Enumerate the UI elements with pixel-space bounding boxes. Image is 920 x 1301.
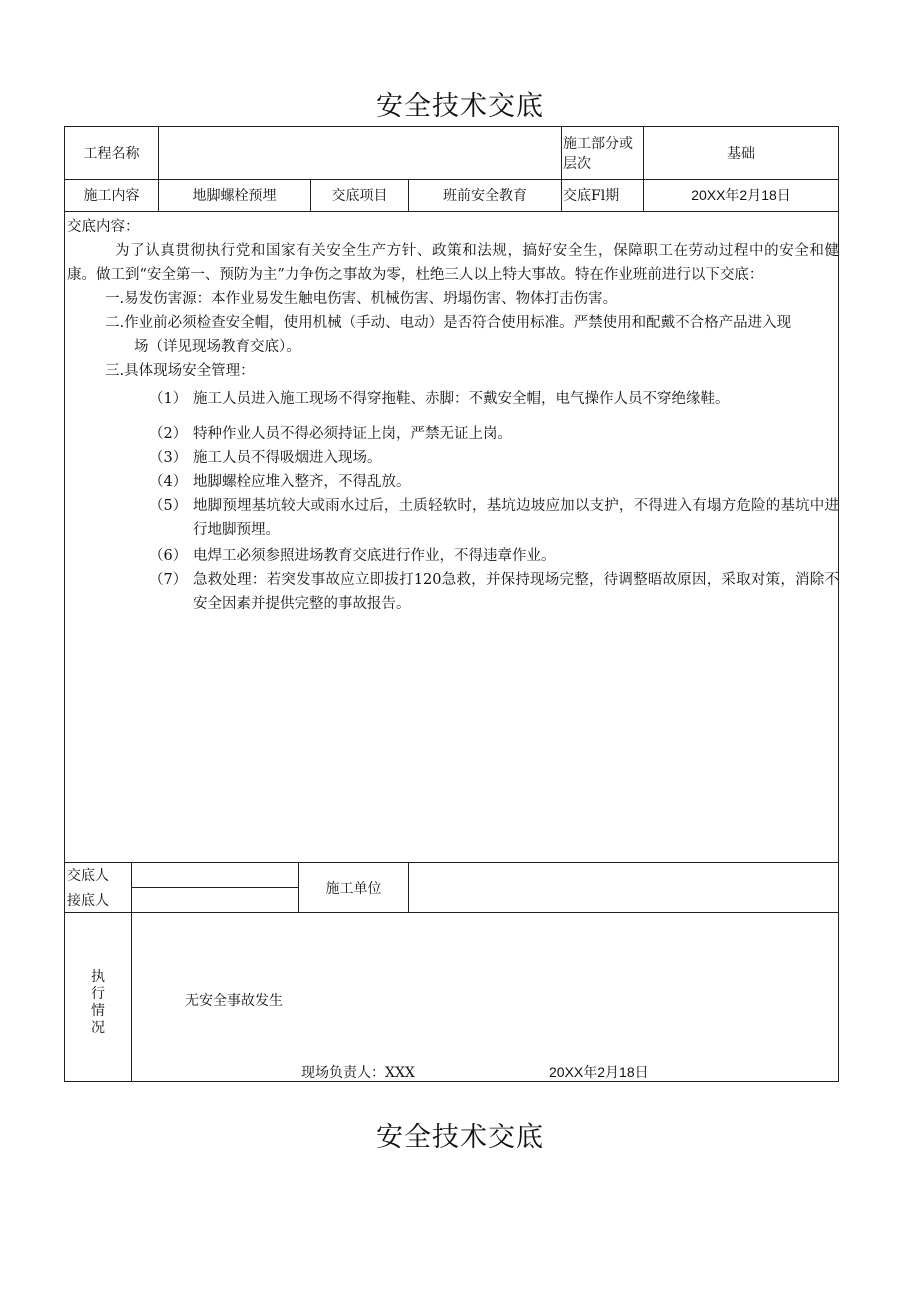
date-label: 交底Fl期 xyxy=(563,188,620,204)
rule-text: 施工人员进入施工现场不得穿拖鞋、赤脚：不戴安全帽，电气操作人员不穿绝缘鞋。 xyxy=(193,391,730,407)
section-label: 施工部分或层次 xyxy=(563,136,633,172)
receiver-label: 接底人 xyxy=(67,893,109,909)
rule-number: （1） xyxy=(149,391,188,407)
rule-text: 电焊工必须参照进场教育交底进行作业，不得违章作业。 xyxy=(193,548,556,564)
execution-date: 20XX年2月18日 xyxy=(549,1064,649,1080)
project-name-label: 工程名称 xyxy=(83,146,140,162)
document-title-repeat: 安全技术交底 xyxy=(376,1122,544,1153)
rule-item xyxy=(67,544,839,568)
rule-text: 施工人员不得吸烟进入现场。 xyxy=(193,450,382,466)
rule-item xyxy=(67,568,839,616)
date-value: 20XX年2月18日 xyxy=(691,187,791,203)
rule-number: （7） xyxy=(149,572,188,588)
construction-unit-label: 施工单位 xyxy=(325,880,382,897)
execution-label-char: 执 xyxy=(91,969,105,985)
execution-label xyxy=(65,969,131,1037)
rule-item xyxy=(67,422,839,446)
content-value: 地脚螺栓预埋 xyxy=(192,188,277,204)
rule-number: （2） xyxy=(149,426,188,442)
content-heading: 交底内容： xyxy=(67,219,140,235)
rule-number: （5） xyxy=(149,498,188,514)
rule-text: 地脚预埋基坑较大或雨水过后，土质轻软时，基坑边坡应加以支护，不得进入有塌方危险的基坑中进行地脚预埋。 xyxy=(193,498,839,538)
disclosure-item-value: 班前安全教育 xyxy=(443,188,527,204)
execution-label-char: 情 xyxy=(91,1003,105,1019)
rule-text: 特种作业人员不得必须持证上岗，严禁无证上岗。 xyxy=(193,426,512,442)
execution-status: 无安全事故发生 xyxy=(185,993,283,1009)
section-hazard-sources: 一.易发伤害源：本作业易发生触电伤害、机械伤害、坍塌伤害、物体打击伤害。 xyxy=(105,291,618,307)
section-site-management: 三.具体现场安全管理： xyxy=(105,363,255,379)
rule-number: （6） xyxy=(149,548,188,564)
disclosure-content xyxy=(67,215,839,616)
project-name-value xyxy=(159,127,561,179)
rule-number: （4） xyxy=(149,474,188,490)
rule-item xyxy=(67,470,839,494)
content-label: 施工内容 xyxy=(83,188,140,204)
intro-paragraph: 为了认真贯彻执行党和国家有关安全生产方针、政策和法规，搞好安全生，保障职工在劳动过程中的安全和健康。做工到“安全第一、预防为主”力争伤之事故为零，杜绝三人以上特大事故。特在作业班前进行以下交底： xyxy=(67,243,839,283)
rule-item xyxy=(67,494,839,542)
rule-number: （3） xyxy=(149,450,188,466)
disclosure-item-label: 交底项目 xyxy=(331,188,388,204)
rule-item xyxy=(67,387,839,411)
execution-label-char: 况 xyxy=(91,1020,105,1036)
section-pre-work-check: 二.作业前必须检查安全帽，使用机械（手动、电动）是否符合使用标准。严禁使用和配戴不合格产品进入现 xyxy=(105,315,792,331)
giver-label: 交底人 xyxy=(67,868,109,884)
disclosure-form xyxy=(64,126,839,1082)
rule-text: 急救处理：若突发事故应立即拔打120急救，并保持现场完整，待调整晤故原因，采取对策，消除不安全因素并提供完整的事故报告。 xyxy=(193,572,839,612)
execution-label-char: 行 xyxy=(91,986,105,1002)
section-pre-work-check-continued: 场（详见现场教育交底）。 xyxy=(134,339,301,355)
section-value: 基础 xyxy=(727,146,755,162)
rule-item xyxy=(67,446,839,470)
site-leader: 现场负责人：XXX xyxy=(301,1065,415,1081)
rule-text: 地脚螺栓应堆入整齐，不得乱放。 xyxy=(193,474,411,490)
document-title: 安全技术交底 xyxy=(376,91,544,122)
